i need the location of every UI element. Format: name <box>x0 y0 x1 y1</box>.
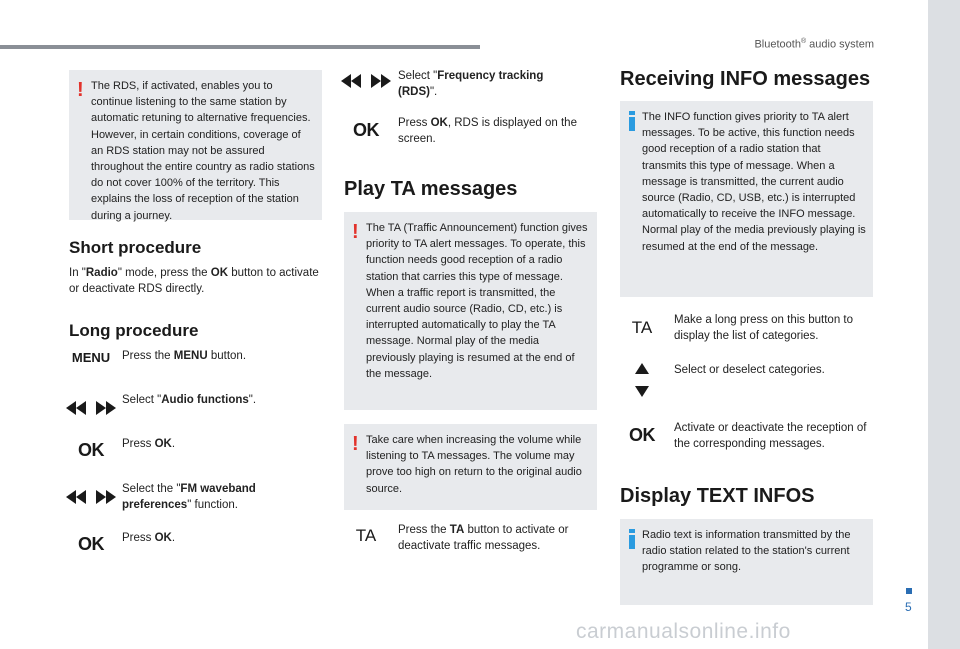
ok-button-icon: OK <box>78 533 104 554</box>
ta-warning-box <box>344 212 597 410</box>
text-infos-note-box <box>620 519 873 605</box>
up-down-arrows-icon <box>616 362 668 398</box>
rds-warning-box <box>69 70 322 220</box>
ok-button-icon: OK <box>78 439 104 460</box>
receiving-info-heading: Receiving INFO messages <box>620 68 871 90</box>
warning-icon: ! <box>77 79 84 101</box>
step-press-ok-rds: Press OK, RDS is displayed on the screen. <box>398 117 577 145</box>
play-ta-heading: Play TA messages <box>344 178 518 200</box>
step-press-ok: Press OK. <box>122 438 176 450</box>
menu-button-icon: MENU <box>71 349 111 365</box>
header-rule <box>0 45 480 49</box>
ta-button-icon: TA <box>631 318 653 337</box>
step-press-ok-2: Press OK. <box>122 532 176 544</box>
page-header-title: Bluetooth® audio system <box>754 38 874 51</box>
seek-arrows-icon <box>340 69 392 93</box>
short-procedure-heading: Short procedure <box>69 238 202 257</box>
step-press-menu: Press the MENU button. <box>122 350 247 362</box>
ok-button-icon: OK <box>353 119 379 140</box>
seek-arrows-icon <box>65 396 117 420</box>
ta-warning-text: The TA (Traffic Announcement) function gives priority to TA alert messages. To operate, this function needs good reception of a radio station that carries this type of message. When a traffic report is transmitted, the current audio source (Radio, CD, etc.) is interrupted automatically to play the TA message. Normal play of the media previously playing is resumed at the end of the message. <box>366 222 588 380</box>
volume-warning-box <box>344 424 597 510</box>
info-note-text: The INFO function gives priority to TA alert messages. To be active, this function needs good reception of a radio station that transmits this type of message. When a message is transmitted, the current audio source (Radio, CD, USB, etc.) is interrupted automatically to receive the INFO message. Normal play of the media previously playing is resumed at the end of the message. <box>642 111 866 253</box>
step-activate-reception: Activate or deactivate the reception of the corresponding messages. <box>674 422 867 450</box>
warning-icon: ! <box>352 433 359 455</box>
side-strip <box>928 0 960 649</box>
volume-warning-text: Take care when increasing the volume while listening to TA messages. The volume may prove too high on return to the original audio source. <box>366 434 582 495</box>
warning-icon: ! <box>352 221 359 243</box>
section-end-mark <box>906 588 912 594</box>
step-select-categories: Select or deselect categories. <box>674 364 825 376</box>
rds-warning-text: The RDS, if activated, enables you to continue listening to the same station by automatic retuning to alternative frequencies. However, in certain conditions, coverage of an RDS station may not be assured throughout the entire country as radio stations do not cover 100% of the territory. This explains the loss of reception of the station during a journey. <box>91 80 315 222</box>
step-press-ta: Press the TA button to activate or deactivate traffic messages. <box>398 524 569 552</box>
display-text-infos-heading: Display TEXT INFOS <box>620 485 815 507</box>
info-icon <box>629 111 635 131</box>
info-icon <box>629 529 635 549</box>
long-procedure-heading: Long procedure <box>69 321 199 340</box>
step-select-fm-preferences: Select the "FM waveband preferences" function. <box>122 483 256 511</box>
page-number: 5 <box>905 600 912 614</box>
ok-button-icon: OK <box>629 424 655 445</box>
ta-button-icon: TA <box>355 526 377 545</box>
seek-arrows-icon <box>65 485 117 509</box>
info-note-box <box>620 101 873 297</box>
step-select-frequency-tracking: Select "Frequency tracking (RDS)". <box>398 70 544 98</box>
step-long-press-ta: Make a long press on this button to display the list of categories. <box>674 314 853 342</box>
step-select-audio-functions: Select "Audio functions". <box>122 394 257 406</box>
short-procedure-text: In "Radio" mode, press the OK button to activate or deactivate RDS directly. <box>69 267 319 295</box>
text-infos-note-text: Radio text is information transmitted by the radio station related to the station's current programme or song. <box>642 529 851 574</box>
watermark: carmanualsonline.info <box>576 620 791 643</box>
